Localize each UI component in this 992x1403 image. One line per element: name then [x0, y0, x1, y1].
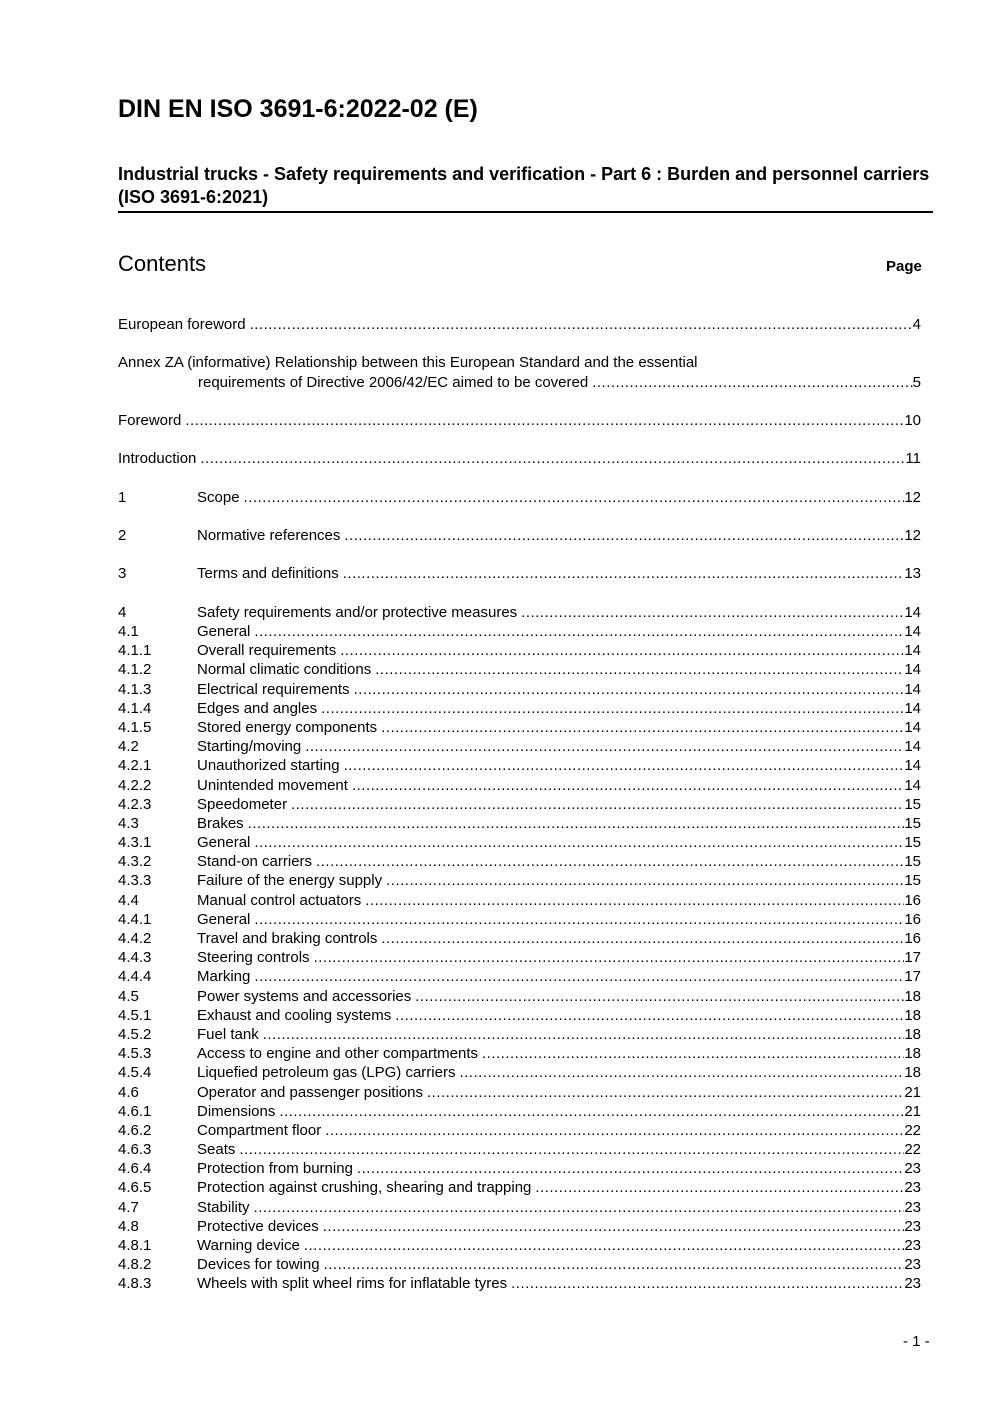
toc-entry[interactable]: [118, 987, 921, 1006]
toc-entry[interactable]: [118, 967, 921, 986]
toc-entry-title: Unintended movement: [197, 776, 348, 794]
toc-entry-title: Speedometer: [197, 795, 288, 813]
toc-entry-title: Seats: [197, 1141, 236, 1159]
toc-dot-leader: [357, 1159, 904, 1178]
toc-entry-title: Stand-on carriers: [197, 853, 313, 871]
toc-entry-title: Overall requirements: [197, 642, 337, 660]
toc-dot-leader: [511, 1274, 904, 1293]
toc-entry-page: 14: [904, 642, 921, 660]
toc-entry-page: 18: [904, 987, 921, 1005]
toc-entry[interactable]: [118, 1121, 921, 1140]
toc-entry-title: Access to engine and other compartments: [197, 1045, 478, 1063]
toc-entry[interactable]: [118, 315, 921, 334]
toc-entry-page: 10: [904, 411, 921, 429]
toc-entry-page: 18: [904, 1006, 921, 1024]
toc-entry-page: 22: [904, 1141, 921, 1159]
toc-entry[interactable]: [118, 449, 921, 468]
toc-entry[interactable]: [118, 852, 921, 871]
toc-entry-title: Power systems and accessories: [197, 987, 412, 1005]
toc-dot-leader: [535, 1178, 904, 1197]
page-column-heading: Page: [886, 258, 922, 275]
toc-entry-number: 4.8: [118, 1217, 139, 1235]
toc-dot-leader: [254, 622, 904, 641]
toc-entry[interactable]: [118, 1236, 921, 1255]
toc-entry[interactable]: [118, 1083, 921, 1102]
toc-dot-leader: [250, 315, 913, 334]
toc-dot-leader: [305, 737, 904, 756]
toc-dot-leader: [386, 871, 904, 890]
toc-entry[interactable]: [118, 1006, 921, 1025]
toc-entry[interactable]: [118, 1198, 921, 1217]
toc-entry[interactable]: [118, 737, 921, 756]
toc-entry[interactable]: [118, 795, 921, 814]
toc-entry-number: 4.5.3: [118, 1045, 152, 1063]
toc-dot-leader: [321, 699, 904, 718]
toc-entry-page: 14: [904, 623, 921, 640]
toc-entry-number: 4.6.4: [118, 1160, 152, 1178]
toc-entry-number: 4.1.3: [118, 680, 152, 698]
toc-dot-leader: [316, 852, 904, 871]
toc-entry-page: 21: [904, 1102, 921, 1120]
toc-dot-leader: [200, 449, 905, 468]
toc-dot-leader: [340, 641, 904, 660]
toc-entry[interactable]: [118, 564, 921, 583]
toc-entry-number: 4.6.5: [118, 1179, 152, 1197]
toc-entry[interactable]: [118, 891, 921, 910]
toc-entry-number: 4.6.2: [118, 1121, 152, 1139]
toc-entry-number: 4.1.5: [118, 718, 152, 736]
toc-entry-number: 4.1.1: [118, 642, 152, 660]
toc-entry-title: Terms and definitions: [197, 565, 339, 583]
toc-entry-page: 23: [904, 1237, 921, 1254]
toc-entry-page: 17: [904, 968, 921, 986]
toc-entry-number: 4.1.4: [118, 699, 152, 717]
toc-entry-title: Protective devices: [197, 1217, 319, 1235]
toc-entry-title: General: [197, 834, 251, 852]
toc-entry-page: 14: [904, 738, 921, 756]
toc-entry[interactable]: [118, 756, 921, 775]
toc-entry-page: 15: [904, 853, 921, 871]
toc-dot-leader: [185, 411, 904, 430]
toc-entry-page: 16: [904, 930, 921, 947]
toc-entry-page: 14: [904, 603, 921, 621]
toc-entry-title: Introduction: [118, 450, 197, 468]
toc-entry-title: Marking: [197, 968, 251, 986]
toc-entry-number: 4.6: [118, 1083, 139, 1101]
toc-entry-number: 4.4.1: [118, 910, 152, 928]
toc-entry-page: 23: [904, 1217, 921, 1235]
toc-dot-leader: [279, 1102, 904, 1121]
toc-entry-title: Starting/moving: [197, 738, 302, 756]
toc-entry-page: 15: [904, 872, 921, 890]
toc-entry[interactable]: [118, 411, 921, 430]
toc-entry[interactable]: [118, 641, 921, 660]
toc-entry-number: 4.5.1: [118, 1006, 152, 1024]
toc-entry-title: Unauthorized starting: [197, 757, 340, 775]
toc-dot-leader: [314, 948, 905, 967]
toc-entry-number: 4.4: [118, 891, 139, 909]
toc-entry-page: 23: [904, 1256, 921, 1274]
toc-entry[interactable]: [118, 948, 921, 967]
toc-entry-title: Manual control actuators: [197, 891, 362, 909]
toc-entry[interactable]: [118, 526, 921, 545]
toc-dot-leader: [254, 910, 904, 929]
toc-entry[interactable]: [118, 660, 921, 679]
toc-entry[interactable]: [118, 1159, 921, 1178]
toc-entry-page: 18: [904, 1025, 921, 1043]
toc-entry-page: 14: [904, 661, 921, 679]
toc-entry[interactable]: [118, 814, 921, 833]
toc-entry[interactable]: [118, 1044, 921, 1063]
toc-entry[interactable]: [118, 699, 921, 718]
toc-dot-leader: [254, 967, 904, 986]
toc-entry-title: Brakes: [197, 814, 244, 832]
toc-entry-page: 12: [904, 527, 921, 545]
toc-dot-leader: [482, 1044, 904, 1063]
toc-dot-leader: [263, 1025, 905, 1044]
toc-entry-page: 5: [912, 373, 921, 391]
toc-entry-title: General: [197, 910, 251, 928]
toc-entry-title: European foreword: [118, 316, 246, 333]
toc-entry[interactable]: [118, 871, 921, 890]
toc-entry-title: Wheels with split wheel rims for inflatable tyres: [197, 1275, 508, 1293]
toc-entry-number: 4.8.2: [118, 1256, 152, 1274]
toc-entry-number: 4.4.4: [118, 968, 152, 986]
toc-entry[interactable]: [118, 1140, 921, 1159]
toc-dot-leader: [592, 373, 912, 392]
toc-entry-title: Foreword: [118, 411, 182, 429]
toc-entry[interactable]: [118, 910, 921, 929]
toc-entry[interactable]: [118, 929, 921, 948]
toc-entry[interactable]: [118, 1063, 921, 1082]
toc-entry-page: 14: [904, 718, 921, 736]
toc-dot-leader: [381, 718, 904, 737]
toc-entry-title: General: [197, 623, 251, 640]
toc-entry-title: Annex ZA (informative) Relationship between this European Standard and the essential: [118, 354, 698, 372]
toc-entry-title: Protection from burning: [197, 1160, 353, 1178]
toc-dot-leader: [521, 603, 904, 622]
toc-entry-title: Compartment floor: [197, 1121, 322, 1139]
toc-entry-page: 14: [904, 699, 921, 717]
toc-dot-leader: [354, 680, 905, 699]
toc-entry-number: 4.6.1: [118, 1102, 152, 1120]
toc-entry-page: 4: [912, 316, 921, 333]
toc-entry[interactable]: [118, 833, 921, 852]
toc-entry-page: 15: [904, 834, 921, 852]
toc-dot-leader: [352, 776, 904, 795]
toc-entry-number: 4.2.1: [118, 757, 152, 775]
toc-entry-number: 2: [118, 527, 127, 545]
toc-entry-number: 4.8.3: [118, 1275, 152, 1293]
toc-entry-page: 14: [904, 680, 921, 698]
toc-entry-title: Exhaust and cooling systems: [197, 1006, 392, 1024]
toc-entry-number: 4.1.2: [118, 661, 152, 679]
toc-entry-number: 4.4.3: [118, 949, 152, 967]
toc-dot-leader: [365, 891, 904, 910]
toc-entry-number: 4: [118, 603, 127, 621]
toc-entry-number: 4.5.2: [118, 1025, 152, 1043]
toc-entry-page: 23: [904, 1275, 921, 1293]
toc-entry-page: 18: [904, 1045, 921, 1063]
toc-dot-leader: [375, 660, 904, 679]
toc-dot-leader: [344, 756, 905, 775]
toc-entry-number: 4.8.1: [118, 1237, 152, 1254]
toc-entry[interactable]: [118, 1102, 921, 1121]
toc-entry[interactable]: [118, 622, 921, 641]
toc-entry-number: 4.3.3: [118, 872, 152, 890]
toc-entry[interactable]: [118, 1025, 921, 1044]
toc-dot-leader: [254, 1198, 905, 1217]
toc-entry-title: Fuel tank: [197, 1025, 259, 1043]
toc-dot-leader: [325, 1121, 904, 1140]
toc-dot-leader: [324, 1255, 905, 1274]
page-number: - 1 -: [903, 1333, 930, 1350]
toc-entry-number: 4.7: [118, 1198, 139, 1216]
toc-entry-page: 15: [904, 795, 921, 813]
toc-entry-title: Dimensions: [197, 1102, 276, 1120]
toc-entry[interactable]: [118, 488, 921, 507]
toc-dot-leader: [459, 1063, 904, 1082]
toc-entry-title: Warning device: [197, 1237, 300, 1254]
toc-entry[interactable]: [118, 680, 921, 699]
toc-entry-page: 16: [904, 891, 921, 909]
toc-entry[interactable]: [118, 1255, 921, 1274]
toc-dot-leader: [381, 929, 904, 948]
toc-entry[interactable]: [118, 776, 921, 795]
toc-entry-number: 3: [118, 565, 127, 583]
toc-entry-title: Safety requirements and/or protective measures: [197, 603, 518, 621]
toc-entry-title: Steering controls: [197, 949, 310, 967]
toc-entry-title: Travel and braking controls: [197, 930, 378, 947]
toc-entry-title: Protection against crushing, shearing and trapping: [197, 1179, 532, 1197]
toc-entry-title: Electrical requirements: [197, 680, 350, 698]
toc-entry-title: Edges and angles: [197, 699, 318, 717]
toc-entry-number: 4.5.4: [118, 1064, 152, 1082]
toc-dot-leader: [343, 564, 905, 583]
toc-entry-page: 14: [904, 757, 921, 775]
toc-entry-page: 16: [904, 910, 921, 928]
toc-entry-number: 1: [118, 488, 127, 506]
toc-entry[interactable]: [118, 718, 921, 737]
toc-entry-number: 4.4.2: [118, 930, 152, 947]
contents-heading: Contents: [118, 251, 207, 276]
toc-entry-number: 4.2.3: [118, 795, 152, 813]
toc-entry[interactable]: [118, 1274, 921, 1293]
toc-entry-page: 22: [904, 1121, 921, 1139]
toc-entry-page: 21: [904, 1083, 921, 1101]
toc-entry-title: Normative references: [197, 527, 341, 545]
toc-dot-leader: [427, 1083, 904, 1102]
toc-dot-leader: [254, 833, 904, 852]
toc-entry-page: 12: [904, 488, 921, 506]
toc-entry-page: 23: [904, 1160, 921, 1178]
toc-entry-title: Operator and passenger positions: [197, 1083, 423, 1101]
toc-entry-number: 4.5: [118, 987, 139, 1005]
toc-entry-title: Failure of the energy supply: [197, 872, 383, 890]
toc-dot-leader: [244, 488, 905, 507]
toc-entry-page: 11: [905, 450, 921, 468]
toc-dot-leader: [344, 526, 904, 545]
toc-entry[interactable]: [118, 603, 921, 622]
toc-entry-title: Stability: [197, 1198, 250, 1216]
toc-entry-page: 17: [904, 949, 921, 967]
toc-entry-page: 23: [904, 1179, 921, 1197]
toc-entry-number: 4.3: [118, 814, 139, 832]
toc-dot-leader: [304, 1236, 904, 1255]
toc-entry-title-continued: requirements of Directive 2006/42/EC aimed to be covered: [198, 373, 589, 391]
toc-entry-page: 15: [904, 814, 921, 832]
toc-entry-page: 14: [904, 776, 921, 794]
toc-dot-leader: [239, 1140, 904, 1159]
toc-dot-leader: [415, 987, 904, 1006]
toc-entry-number: 4.3.2: [118, 853, 152, 871]
toc-entry-title: Devices for towing: [197, 1256, 320, 1274]
table-of-contents: [118, 315, 921, 1294]
toc-entry-title: Normal climatic conditions: [197, 661, 372, 679]
toc-dot-leader: [395, 1006, 904, 1025]
toc-dot-leader: [248, 814, 905, 833]
toc-entry[interactable]: [118, 353, 921, 391]
toc-entry-number: 4.3.1: [118, 834, 152, 852]
toc-dot-leader: [323, 1217, 905, 1236]
document-title: DIN EN ISO 3691-6:2022-02 (E): [118, 95, 478, 123]
toc-entry[interactable]: [118, 1217, 921, 1236]
toc-entry[interactable]: [118, 1178, 921, 1197]
toc-entry-number: 4.2.2: [118, 776, 152, 794]
toc-entry-page: 23: [904, 1198, 921, 1216]
toc-entry-number: 4.6.3: [118, 1141, 152, 1159]
document-subtitle: Industrial trucks - Safety requirements and verification - Part 6 : Burden and personnel carriers (ISO 3691-6:2021): [118, 163, 933, 213]
toc-entry-title: Liquefied petroleum gas (LPG) carriers: [197, 1064, 456, 1082]
toc-dot-leader: [291, 795, 904, 814]
toc-entry-title: Stored energy components: [197, 718, 378, 736]
toc-entry-page: 18: [904, 1064, 921, 1082]
toc-entry-number: 4.1: [118, 623, 139, 640]
toc-entry-title: Scope: [197, 488, 240, 506]
toc-entry-page: 13: [904, 565, 921, 583]
toc-entry-number: 4.2: [118, 738, 139, 756]
